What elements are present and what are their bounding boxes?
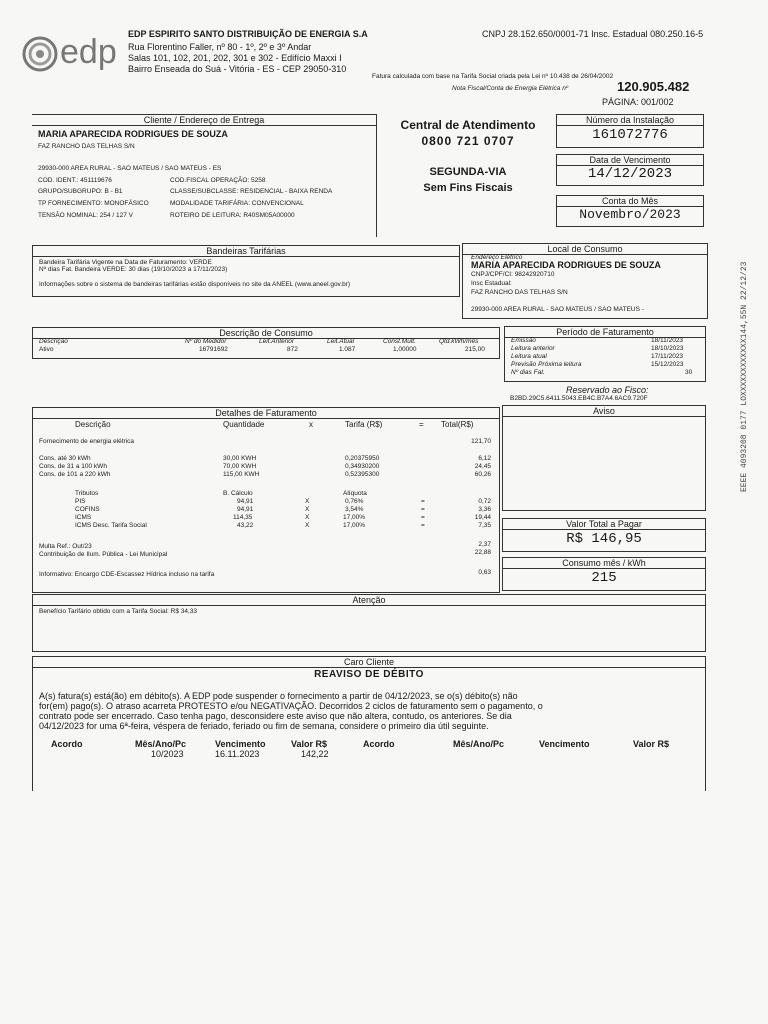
consumo-row-leit-atual: 1.087 [339, 346, 356, 353]
tributos-header-base: B. Cálculo [223, 490, 253, 497]
company-name: EDP ESPIRITO SANTO DISTRIBUIÇÃO DE ENERGIA S.A [128, 29, 368, 39]
instalacao-label: Número da Instalação [557, 115, 703, 126]
company-address-3: Bairro Enseada do Suá - Vitória - ES - CEP 29050-310 [128, 64, 347, 74]
trib-pis-base: 94,91 [237, 498, 254, 505]
trib-icms-total: 19,44 [474, 514, 491, 521]
debito-header-valor-2: Valor R$ [633, 739, 670, 749]
debito-header-venc-2: Vencimento [539, 739, 590, 749]
cons-2-tarifa: 0,34930200 [345, 463, 380, 470]
cliente-tensao: TENSÃO NOMINAL: 254 / 127 V [38, 212, 134, 219]
consumo-header-descricao: Descrição [39, 338, 68, 345]
trib-cofins-label: COFINS [75, 506, 100, 513]
consumo-header-qtd: Qtd.kWh/mês [439, 338, 479, 345]
central-title: Central de Atendimento [400, 118, 536, 132]
local-addr: FAZ RANCHO DAS TELHAS S/N [471, 289, 568, 296]
consumo-header-medidor: Nº do Medidor [185, 338, 227, 345]
consumo-mes-box [502, 557, 706, 591]
trib-pis-aliq: 0,76% [345, 498, 364, 505]
trib-pis-x: X [305, 498, 310, 505]
trib-cofins-aliq: 3,54% [345, 506, 364, 513]
bandeiras-box [32, 245, 460, 297]
cons-1-label: Cons. até 30 kWh [39, 455, 91, 462]
local-endereco-label: Endereço Elétrico [471, 254, 523, 261]
periodo-label-previsao: Previsão Próxima leitura [511, 361, 582, 368]
tributos-header-label: Tributos [75, 490, 99, 497]
detalhes-header-tarifa: Tarifa (R$) [345, 420, 383, 429]
local-insc: Insc Estadual: [471, 280, 512, 287]
cons-2-total: 24,45 [474, 463, 491, 470]
company-address-1: Rua Florentino Faller, nº 80 - 1º, 2º e 3º Andar [128, 42, 312, 52]
local-name: MARIA APARECIDA RODRIGUES DE SOUZA [471, 260, 661, 270]
conta-mes-value: Novembro/2023 [579, 207, 681, 222]
local-title: Local de Consumo [463, 244, 707, 255]
cons-2-label: Cons. de 31 a 100 kWh [39, 463, 107, 470]
consumo-mes-label: Consumo mês / kWh [503, 558, 705, 569]
cliente-modalidade: MODALIDADE TARIFÁRIA: CONVENCIONAL [170, 200, 304, 207]
trib-icms-desc-total: 7,35 [478, 522, 491, 529]
trib-icms-desc-base: 43,22 [237, 522, 254, 529]
company-cnpj: CNPJ 28.152.650/0001-71 Insc. Estadual 080.250.16-5 [482, 29, 704, 39]
pagina: PÁGINA: 001/002 [602, 97, 674, 107]
multa-value: 2,37 [478, 541, 491, 548]
periodo-label-dias: Nº dias Fat. [511, 369, 545, 376]
edp-logo-swirl-icon [22, 36, 58, 72]
info-value: 0,63 [478, 569, 491, 576]
periodo-value-dias: 30 [685, 369, 693, 376]
consumo-row-const: 1,00000 [393, 346, 417, 353]
fisco-code: B2BD.29C5.6411.5043.EB4C.B7A4.6AC9.720F [510, 395, 648, 402]
cons-2-qty: 70,00 KWH [223, 463, 257, 470]
contrib-label: Contribuição de Ilum. Pública - Lei Municipal [39, 551, 168, 558]
reaviso-p4: 04/12/2023 for uma 6ª-feira, véspera de feriado, feriado ou fim de semana, considere o primeiro dia útil seguinte. [39, 721, 489, 731]
consumo-row-qtd: 215,00 [465, 346, 485, 353]
atencao-box [32, 594, 706, 652]
trib-cofins-x: X [305, 506, 310, 513]
sem-fins-fiscais: Sem Fins Fiscais [423, 182, 513, 194]
cons-1-qty: 30,00 KWH [223, 455, 257, 462]
periodo-label-emissao: Emissão [511, 337, 536, 344]
caro-cliente-box [32, 656, 706, 791]
cons-3-label: Cons. de 101 a 220 kWh [39, 471, 111, 478]
trib-icms-eq: = [421, 514, 425, 521]
cons-1-tarifa: 0,20375950 [345, 455, 380, 462]
trib-icms-desc-x: X [305, 522, 310, 529]
consumo-row-leit-anterior: 872 [287, 346, 298, 353]
vencimento-box [556, 154, 704, 186]
valor-total-label: Valor Total a Pagar [503, 519, 705, 530]
detalhes-title: Detalhes de Faturamento [33, 408, 499, 419]
valor-total-box [502, 518, 706, 552]
reaviso-p2: for(em) pago(s). O atraso acarreta PROTESTO e/ou NEGATIVAÇÃO. Decorridos 2 ciclos de faturamento sem o pagamento, o [39, 701, 543, 711]
consumo-row-medidor: 16791692 [199, 346, 228, 353]
cliente-title: Cliente / Endereço de Entrega [32, 115, 376, 126]
bandeiras-title: Bandeiras Tarifárias [33, 246, 459, 257]
detalhes-header-descricao: Descrição [75, 420, 111, 429]
periodo-title: Período de Faturamento [505, 327, 705, 338]
periodo-value-emissao: 18/11/2023 [651, 337, 684, 344]
tarifa-note: Fatura calculada com base na Tarifa Social criada pela Lei nº 10.438 de 26/04/2002 [372, 73, 614, 80]
periodo-value-leitura-atual: 17/11/2023 [651, 353, 684, 360]
trib-icms-desc-aliq: 17,00% [343, 522, 366, 529]
periodo-value-previsao: 15/12/2023 [651, 361, 684, 368]
debito-header-venc-1: Vencimento [215, 739, 266, 749]
contrib-value: 22,88 [474, 549, 491, 556]
consumo-header-leit-anterior: Leit.Anterior [259, 338, 295, 345]
debito-header-mes-2: Mês/Ano/Pc [453, 739, 505, 749]
reservado-fisco: Reservado ao Fisco: [566, 385, 649, 395]
cliente-grupo: GRUPO/SUBGRUPO: B - B1 [38, 188, 123, 195]
multa-label: Multa Ref.: Out/23 [39, 543, 92, 550]
cliente-line2: 29930-000 AREA RURAL - SAO MATEUS / SAO MATEUS - ES [38, 165, 222, 172]
bandeiras-line1: Bandeira Tarifária Vigente na Data de Faturamento: VERDE [39, 259, 212, 266]
cons-3-qty: 115,00 KWH [223, 471, 260, 478]
periodo-box [504, 326, 706, 382]
trib-cofins-total: 3,36 [478, 506, 491, 513]
segunda-via: SEGUNDA-VIA [429, 166, 507, 178]
debito-row-valor: 142,22 [301, 749, 329, 759]
debito-header-acordo-1: Acordo [51, 739, 83, 749]
consumo-header-leit-atual: Leit.Atual [327, 338, 355, 345]
conta-mes-label: Conta do Mês [557, 196, 703, 207]
edp-logo-text: edp [60, 33, 117, 71]
debito-header-acordo-2: Acordo [363, 739, 395, 749]
periodo-label-leitura-anterior: Leitura anterior [511, 345, 555, 352]
local-cnpj: CNPJ/CPF/CI: 98242920710 [471, 271, 555, 278]
fornecimento-label: Fornecimento de energia elétrica [39, 438, 135, 445]
tributos-header-aliq: Alíquota [343, 490, 367, 497]
cliente-tp-forn: TP FORNECIMENTO: MONOFÁSICO [38, 200, 149, 207]
cliente-roteiro: ROTEIRO DE LEITURA: R40SM05A00000 [170, 212, 295, 219]
reaviso-p3: contrato pode ser encerrado. Caso tenha pago, desconsidere este aviso que não altera, contudo, os anteriores. Se dia [39, 711, 512, 721]
cliente-box [32, 114, 377, 237]
trib-cofins-eq: = [421, 506, 425, 513]
atencao-title: Atenção [33, 595, 705, 606]
cliente-cod-fiscal: COD.FISCAL OPERAÇÃO: 5258 [170, 177, 266, 184]
side-code: EEEE 4093208 0177 LOXXXXXXXXXXXX144,55N 22/12/23 [740, 261, 749, 492]
trib-cofins-base: 94,91 [237, 506, 254, 513]
consumo-mes-value: 215 [591, 570, 617, 586]
consumo-title: Descrição de Consumo [33, 328, 499, 339]
reaviso-p1: A(s) fatura(s) está(ão) em débito(s). A EDP pode suspender o fornecimento a partir de 04/12/2023, se o(s) débito(s) não [39, 691, 518, 701]
cons-3-tarifa: 0,52395300 [345, 471, 380, 478]
local-box [462, 243, 708, 319]
vencimento-value: 14/12/2023 [587, 166, 672, 182]
bandeiras-line3: Informações sobre o sistema de bandeiras tarifárias estão disponíveis no site da ANEEL (www.aneel.gov.br) [39, 281, 351, 288]
trib-icms-desc-label: ICMS Desc. Tarifa Social [75, 522, 147, 529]
debito-row-mes: 10/2023 [151, 749, 184, 759]
cliente-name: MARIA APARECIDA RODRIGUES DE SOUZA [38, 129, 228, 139]
local-cep: 29930-000 AREA RURAL - SAO MATEUS / SAO MATEUS - [471, 306, 644, 313]
fornecimento-total: 121,70 [471, 438, 491, 445]
cliente-cod-ident: COD. IDENT.: 451119676 [38, 177, 112, 184]
trib-icms-desc-eq: = [421, 522, 425, 529]
caro-cliente-title: Caro Cliente [33, 657, 705, 668]
trib-pis-total: 0,72 [478, 498, 491, 505]
cliente-line1: FAZ RANCHO DAS TELHAS S/N [38, 143, 135, 150]
trib-icms-aliq: 17,00% [343, 514, 366, 521]
central-phone: 0800 721 0707 [421, 134, 515, 148]
periodo-value-leitura-anterior: 18/10/2023 [651, 345, 684, 352]
trib-icms-base: 114,35 [233, 514, 253, 521]
edp-logo [22, 34, 122, 74]
vencimento-label: Data de Vencimento [557, 155, 703, 166]
consumo-header-const: Const.Mult. [383, 338, 416, 345]
reaviso-title: REAVISO DE DÉBITO [314, 669, 424, 680]
consumo-box [32, 327, 500, 359]
trib-icms-x: X [305, 514, 310, 521]
atencao-text: Benefício Tarifário obtido com a Tarifa Social: R$ 34,33 [39, 608, 198, 615]
trib-icms-label: ICMS [75, 514, 92, 521]
trib-pis-label: PIS [75, 498, 86, 505]
detalhes-header-eq: = [419, 420, 424, 429]
valor-total-value: R$ 146,95 [566, 531, 642, 547]
aviso-box [502, 405, 706, 511]
trib-pis-eq: = [421, 498, 425, 505]
cons-1-total: 6,12 [478, 455, 491, 462]
debito-header-mes-1: Mês/Ano/Pc [135, 739, 187, 749]
nota-number: 120.905.482 [617, 79, 690, 94]
periodo-label-leitura-atual: Leitura atual [511, 353, 547, 360]
instalacao-box [556, 114, 704, 148]
detalhes-box [32, 407, 500, 593]
cliente-classe: CLASSE/SUBCLASSE: RESIDENCIAL - BAIXA RENDA [170, 188, 333, 195]
detalhes-header-x: x [309, 420, 313, 429]
detalhes-header-quantidade: Quantidade [223, 420, 265, 429]
conta-mes-box [556, 195, 704, 227]
debito-header-valor-1: Valor R$ [291, 739, 328, 749]
detalhes-header-total: Total(R$) [441, 420, 474, 429]
bandeiras-line2: Nº dias Fat. Bandeira VERDE: 30 dias (19/10/2023 a 17/11/2023) [39, 266, 228, 273]
consumo-row-descricao: Ativo [39, 346, 54, 353]
cons-3-total: 60,26 [474, 471, 491, 478]
instalacao-value: 161072776 [592, 127, 668, 143]
aviso-title: Aviso [503, 406, 705, 417]
company-address-2: Salas 101, 102, 201, 202, 301 e 302 - Edifício Maxxi I [128, 53, 342, 63]
debito-row-venc: 16.11.2023 [215, 749, 260, 759]
info-label: Informativo: Encargo CDE-Escassez Hídrica incluso na tarifa [39, 571, 215, 578]
nota-label: Nota Fiscal/Conta de Energia Elétrica nº [452, 85, 569, 92]
